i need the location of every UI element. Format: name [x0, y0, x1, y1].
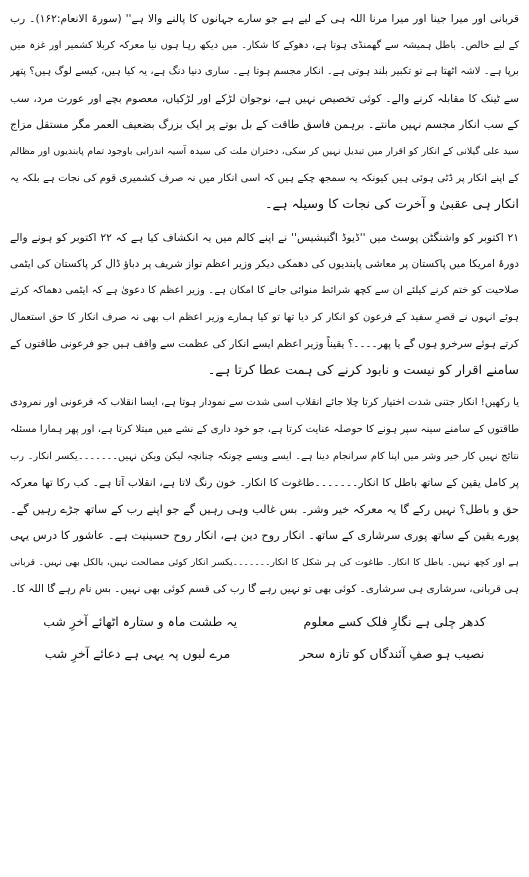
text-line: سید علی گیلانی کے انکار کو اقرار میں تبدیل نہیں کر سکی، دختران ملت کی سیدہ آسیہ اندرابی باوجود تمام پابندیوں اور مظالم	[10, 145, 519, 157]
text-line: طاقتوں کے سامنے سینہ سپر ہونے کا حوصلہ عنایت کرتا ہے، جو خود داری کے نشے میں مبتلا کرتا ہے، اور پھر ہمارا مسئلہ	[10, 423, 519, 435]
text-line: پورے یقین کے ساتھ پوری سرشاری کے ساتھ۔ انکار روح دین ہے، انکار روح حسینیت ہے۔ عاشور کا درس یہی	[10, 529, 519, 543]
text-line: نتائج نہیں کار خیر وشر میں اپنا کام سرانجام دینا ہے۔ ایسے ویسے چونکہ چنانچہ لیکن ویکن نہیں۔۔۔۔۔۔۔یکسر انکار۔ رب	[10, 450, 519, 462]
text-line: قربانی اور میرا جینا اور میرا مرنا اللہ ہی کے لیے ہے جو سارے جہانوں کا پالنے والا ہے'' (سورۃ الانعام:۱۶۲)۔ رب	[10, 12, 519, 25]
text-line: ۲۱ اکتوبر کو واشنگٹن پوسٹ میں ''ڈیوڈ اگنیشیس'' نے اپنے کالم میں یہ انکشاف کیا ہے کہ ۲۲ اکتوبر کو ہونے والے	[10, 230, 519, 244]
couplet-verse: مرے لبوں پہ یہی ہے دعائے آخرِ شب	[44, 646, 231, 662]
poetry-couplet	[10, 641, 519, 667]
paragraph-1	[10, 6, 519, 219]
paragraph-2	[10, 225, 519, 385]
text-line: سے ٹینک کا مقابلہ کرنے والے۔ کوئی تخصیص نہیں ہے، نوجوان لڑکے اور لڑکیاں، معصوم بچے اور عورت مرد، سب	[10, 91, 519, 105]
text-line: برپا ہے۔ لاشہ اٹھتا ہے تو تکبیر بلند ہوتی ہے۔ انکار مجسم ہوتا ہے۔ ساری دنیا دنگ ہے، یہ کیا ہیں، کیسے لوگ ہیں؟ پتھر	[10, 66, 519, 78]
text-line: یا رکھیں! انکار جتنی شدت اختیار کرتا چلا جائے انقلاب اسی شدت سے نمودار ہوتا ہے، ایسا انقلاب کہ فرعونی اور نمرودی	[10, 397, 519, 409]
text-line: صلاحیت کو ختم کرنے کیلئے ان سے کچھ شرائط منوائی جانے کا امکان ہے۔ وزیر اعظم کا دعویٰ ہے کہ ایٹمی دھماکہ کرتے	[10, 284, 519, 296]
text-line: دورۂ امریکا میں پاکستان پر معاشی پابندیوں کی دھمکی دیکر وزیر اعظم نواز شریف پر دباؤ ڈال کر پاکستان کی ایٹمی	[10, 258, 519, 271]
text-line: کرتے ہوئے سرخرو ہوں گے یا پھر۔۔۔۔؟ یقیناً وزیر اعظم ایسے انکار کی عظمت سے واقف ہیں جو فرعونی طاقتوں کے	[10, 338, 519, 351]
text-line: انکار ہی عقبیٰ و آخرت کی نجات کا وسیلہ ہے۔	[265, 197, 519, 213]
text-line: ہی قربانی، سرشاری ہی سرشاری۔ کوئی بھی تو نہیں رہے گا رب کی قسم کوئی بھی نہیں۔ بس نام رہے گا اللہ کا۔	[10, 583, 519, 596]
paragraph-3	[10, 390, 519, 603]
text-line: کے سب انکار مجسم نہیں مانتے۔ برہمن فاسق طاقت کے بل بوتے پر ایک بزرگ بضعیف العمر مگر مستقل مزاج	[10, 118, 519, 132]
text-line: حق و باطل؟ نہیں رکے گا یہ معرکہ خیر وشر۔ بس غالب وہی رہیں گے جو اپنے رب کے ساتھ جڑے رہیں گے۔	[10, 502, 519, 516]
couplet-verse: نصیب ہو صفِ آئندگاں کو تازہ سحر	[299, 646, 485, 662]
text-line: سامنے اقرار کو نیست و نابود کرنے کی ہمت عطا کرتا ہے۔	[207, 362, 519, 378]
couplet-verse: یہ طشت ماہ و ستارہ اٹھائے آخرِ شب	[43, 614, 238, 630]
text-line: کے اپنے انکار پر ڈٹی ہوئی ہیں کیونکہ یہ سمجھ چکے ہیں کہ اسی انکار میں نہ صرف کشمیری قوم کی نجات ہے بلکہ یہ	[10, 172, 519, 184]
poetry-couplet	[10, 609, 519, 635]
text-line: پر کامل یقین کے ساتھ باطل کا انکار۔۔۔۔۔۔۔طاغوت کا انکار۔ خون رنگ لاتا ہے، انقلاب آتا ہے۔ کب رکا تھا معرکہ	[10, 476, 519, 490]
couplet-verse: کدھر چلی ہے نگارِ فلک کسے معلوم	[303, 614, 486, 630]
text-line: کے لیے خالص۔ باطل ہمیشہ سے گھمنڈی ہوتا ہے، دھوکے کا شکار۔ میں دیکھ رہا ہوں نیا معرکہ کربلا کشمیر اور غزہ میں	[10, 39, 519, 51]
text-line: ہے اور کچھ نہیں۔ باطل کا انکار۔ طاغوت کی ہر شکل کا انکار۔۔۔۔۔۔۔یکسر انکار کوئی مصالحت نہیں، بالکل بھی نہیں۔ قربانی	[10, 556, 519, 568]
text-line: ہوئے انہوں نے قصرِ سفید کے فرعون کو انکار کر دیا تھا تو کیا ہمارے وزیر اعظم اب بھی نہ صرف انکار کا حق استعمال	[10, 311, 519, 323]
